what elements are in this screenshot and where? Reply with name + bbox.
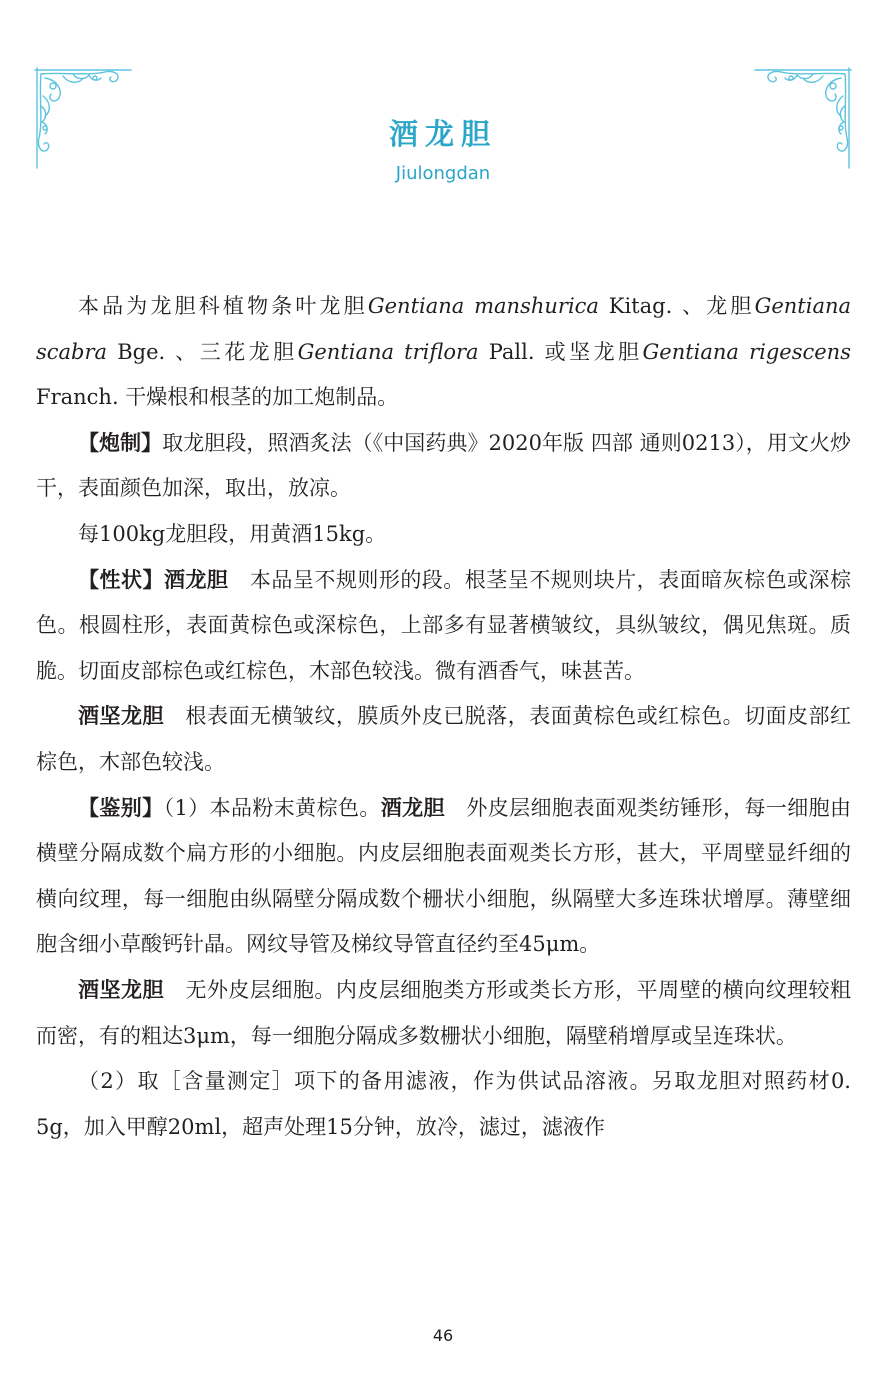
text-run: （1）本品粉末黄棕色。 <box>163 795 381 820</box>
text-run: Kitag. 、龙胆 <box>598 294 755 318</box>
latin-name: Gentiana manshurica <box>367 294 599 318</box>
paragraph-description-2 <box>36 694 851 785</box>
text-run: Bge. 、三花龙胆 <box>107 339 298 364</box>
monograph-body <box>36 284 851 1150</box>
page-subtitle: Jiulongdan <box>395 163 491 184</box>
page-number: 46 <box>432 1326 454 1345</box>
text-run: 外皮层细胞表面观类纺锤形，每一细胞由横壁分隔成数个扁方形的小细胞。内皮层细胞表面观类长方形，甚大，平周壁显纤细的横向纹理，每一细胞由纵隔壁分隔成数个栅状小细胞，纵隔壁大多连珠状增厚。薄壁细胞含细小草酸钙针晶。网纹导管及梯纹导管直径约至45μm。 <box>36 795 852 957</box>
paragraph-description <box>36 558 851 695</box>
sub-label: 酒龙胆 <box>163 567 229 592</box>
text-run: 本品为龙胆科植物条叶龙胆 <box>78 294 368 318</box>
paragraph-identification <box>36 786 851 968</box>
text-run: Pall. 或坚龙胆 <box>478 339 643 364</box>
section-label: 【性状】 <box>78 567 164 592</box>
latin-name: Gentiana rigescens <box>642 339 851 364</box>
text-run: 每100kg龙胆段，用黄酒15kg。 <box>78 521 387 546</box>
paragraph-source <box>36 284 851 421</box>
sub-label: 酒龙胆 <box>380 795 445 820</box>
sub-label: 酒坚龙胆 <box>78 704 164 729</box>
page-title: 酒龙胆 <box>388 117 497 151</box>
paragraph-processing <box>36 421 851 512</box>
text-run: 无外皮层细胞。内皮层细胞类方形或类长方形，平周壁的横向纹理较粗而密，有的粗达3μm，每一细胞分隔成多数栅状小细胞，隔壁稍增厚或呈连珠状。 <box>36 977 852 1048</box>
paragraph-identification-3 <box>36 1059 851 1150</box>
section-label: 【鉴别】 <box>78 795 164 820</box>
latin-name: Gentiana triflora <box>297 339 479 364</box>
paragraph-ratio <box>36 512 851 558</box>
text-run: 根表面无横皱纹，膜质外皮已脱落，表面黄棕色或红棕色。切面皮部红棕色，木部色较浅。 <box>36 704 852 774</box>
text-run: 本品呈不规则形的段。根茎呈不规则块片，表面暗灰棕色或深棕色。根圆柱形，表面黄棕色或深棕色，上部多有显著横皱纹，具纵皱纹，偶见焦斑。质脆。切面皮部棕色或红棕色，木部色较浅。微有酒香气，味甚苦。 <box>36 567 852 683</box>
paragraph-identification-2 <box>36 968 851 1059</box>
latin-name: Gentiana scabra <box>36 294 852 364</box>
text-run: （2）取［含量测定］项下的备用滤液，作为供试品溶液。另取龙胆对照药材0. 5g，加入甲醇20ml，超声处理15分钟，放冷，滤过，滤液作 <box>36 1069 851 1139</box>
section-label: 【炮制】 <box>78 430 163 455</box>
text-run: 取龙胆段，照酒炙法（《中国药典》2020年版 四部 通则0213），用文火炒干，表面颜色加深，取出，放凉。 <box>36 430 851 501</box>
sub-label: 酒坚龙胆 <box>78 977 164 1002</box>
text-run: Franch. 干燥根和根茎的加工炮制品。 <box>36 385 399 410</box>
